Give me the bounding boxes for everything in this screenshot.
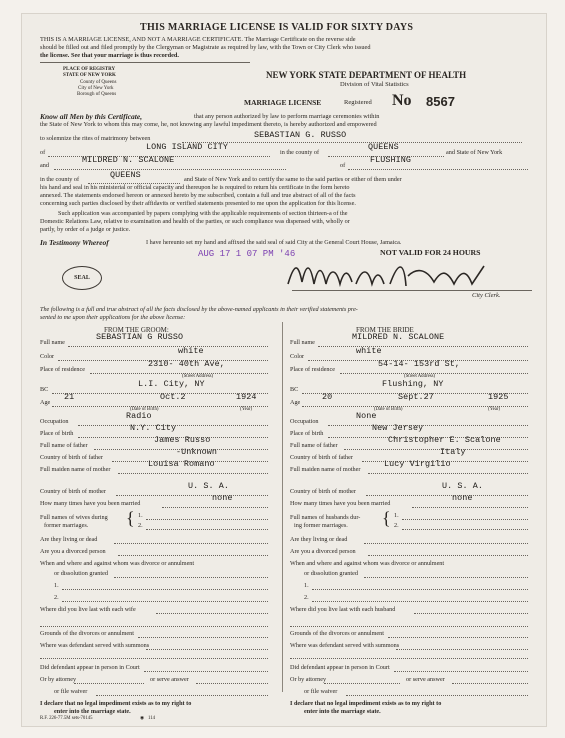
bride-serve-answer-label: or serve answer	[406, 676, 445, 683]
bride-name-intro: MILDRED N. SCALONE	[82, 155, 175, 165]
number-label: No	[392, 92, 412, 109]
state-ny-label: and State of New York	[446, 149, 503, 156]
bride-birth-year: 1925	[488, 392, 509, 402]
groom-year-label: (Year)	[240, 407, 253, 412]
form-code: R.F. 226-77.5M sets-70145	[40, 716, 93, 721]
notice-line-1: THIS IS A MARRIAGE LICENSE, AND NOT A MARRIAGE CERTIFICATE. The Marriage Certificate on the reverse side	[40, 36, 356, 43]
of-label-2: of	[340, 162, 346, 169]
bride-color-label: Color	[290, 353, 305, 360]
groom-father-country: -Unknown	[176, 447, 218, 457]
bride-declare-2: enter into the marriage state.	[304, 708, 381, 715]
department-name: NEW YORK STATE DEPARTMENT OF HEALTH	[266, 70, 467, 80]
body-text-4: concerning such parties disclosed by their affidavits or verified statements presented to me upon the application for this license.	[40, 200, 356, 207]
bride-age: 20	[322, 392, 333, 402]
of-label: of	[40, 149, 46, 156]
and-label: and	[40, 162, 49, 169]
bride-mother-country: U. S. A.	[442, 481, 484, 491]
bride-divorce-1: 1.	[304, 582, 309, 589]
groom-wife-1: 1.	[138, 512, 143, 519]
groom-father-country-label: Country of birth of father	[40, 454, 103, 461]
abstract-line-1: The following is a full and true abstract of all the facts disclosed by the above-named applicants in their verified statements pre-	[40, 306, 358, 313]
registry-county: County of Queens	[80, 80, 117, 85]
bride-occupation-label: Occupation	[290, 418, 319, 425]
bride-attorney-label: Or by attorney	[290, 676, 327, 683]
bride-husband-2: 2.	[394, 522, 399, 529]
groom-attorney-label: Or by attorney	[40, 676, 77, 683]
bride-served-label: Where was defendant served with summons	[290, 642, 400, 649]
groom-birthplace-label: Place of birth	[40, 430, 74, 437]
bride-occupation: None	[356, 411, 377, 421]
intro-text-2: the State of New York to whom this may come, he, not knowing any lawful impediment thereto, is hereby authorized and empowered	[40, 121, 377, 128]
groom-wife-2: 2.	[138, 522, 143, 529]
union-number: 114	[148, 716, 156, 721]
bride-city-intro: FLUSHING	[370, 155, 412, 165]
registered-label: Registered	[344, 99, 372, 106]
groom-birthplace: N.Y. City	[130, 423, 177, 433]
groom-city-intro: LONG ISLAND CITY	[146, 142, 229, 152]
groom-color: white	[178, 346, 204, 356]
bride-last-lived-label: Where did you live last with each husband	[290, 606, 396, 613]
groom-mother-maiden-label: Full maiden name of mother	[40, 466, 111, 473]
groom-declare-2: enter into the marriage state.	[54, 708, 131, 715]
bride-full-name: MILDRED N. SCALONE	[352, 332, 445, 342]
groom-appear-label: Did defendant appear in person in Court	[40, 664, 140, 671]
testimony-text: I have hereunto set my hand and affixed the said seal of said City at the General Court House, Jamaica.	[146, 239, 402, 246]
bride-year-label: (Year)	[488, 407, 501, 412]
bride-age-label: Age	[290, 399, 301, 406]
groom-occupation: Radio	[126, 411, 152, 421]
document-title: THIS MARRIAGE LICENSE IS VALID FOR SIXTY DAYS	[140, 22, 414, 33]
body-text-7: partly, by order of a judge or justice.	[40, 226, 131, 233]
bride-times-married-label: How many times have you been married	[290, 500, 391, 507]
county-label-2: in the county of	[40, 176, 80, 183]
not-valid-notice: NOT VALID FOR 24 HOURS	[380, 248, 481, 257]
bride-residence: 54-14- 153rd St,	[378, 359, 461, 369]
groom-name-intro: SEBASTIAN G. RUSSO	[254, 130, 347, 140]
bride-declare-1: I declare that no legal impediment exists as to my right to	[290, 700, 442, 707]
groom-waiver-label: or file waiver	[54, 688, 88, 695]
bride-residence-label: Place of residence	[290, 366, 336, 373]
bride-mother-maiden-label: Full maiden name of mother	[290, 466, 361, 473]
groom-full-name-label: Full name	[40, 339, 65, 346]
groom-street-address-label: (Street Address)	[182, 374, 214, 379]
groom-living-dead-label: Are they living or dead	[40, 536, 98, 543]
bride-divorce-2: 2.	[304, 594, 309, 601]
groom-mother-country: U. S. A.	[188, 481, 230, 491]
groom-mother-country-label: Country of birth of mother	[40, 488, 106, 495]
bride-dob: Sept.27	[398, 392, 434, 402]
groom-mother-maiden: Louisa Romano	[148, 459, 215, 469]
bride-grounds-label: Grounds of the divorces or annulment	[290, 630, 384, 637]
bride-county-intro: QUEENS	[110, 170, 141, 180]
registry-city: City of New York	[78, 86, 114, 91]
bride-waiver-label: or file waiver	[304, 688, 338, 695]
groom-former-wives-label: Full names of wives during	[40, 514, 108, 521]
city-clerk-label: City Clerk.	[472, 292, 501, 299]
groom-city: L.I. City, NY	[138, 379, 205, 389]
groom-serve-answer-label: or serve answer	[150, 676, 189, 683]
groom-birth-year: 1924	[236, 392, 257, 402]
groom-divorce-1: 1.	[54, 582, 59, 589]
groom-occupation-label: Occupation	[40, 418, 69, 425]
groom-dissolution-label: or dissolution granted	[54, 570, 108, 577]
union-label-icon: ◉	[140, 716, 145, 721]
body-text-6: Domestic Relations Law, relative to examination and health of the parties, or such compliance was dispensed with, wholly or	[40, 218, 350, 225]
bride-father-country-label: Country of birth of father	[290, 454, 353, 461]
abstract-line-2: sented to me upon their applications for the above license:	[40, 314, 186, 321]
groom-age-label: Age	[40, 399, 51, 406]
bride-father-label: Full name of father	[290, 442, 338, 449]
groom-times-married: none	[212, 493, 233, 503]
bride-birthplace: New Jersey	[372, 423, 424, 433]
bride-heading: FROM THE BRIDE	[356, 326, 414, 334]
license-label: MARRIAGE LICENSE	[244, 98, 322, 107]
bride-color: white	[356, 346, 382, 356]
groom-when-where-label: When and where and against whom was divorce or annulment	[40, 560, 195, 567]
bride-living-dead-label: Are they living or dead	[290, 536, 348, 543]
groom-residence: 2310- 40th Ave,	[148, 359, 225, 369]
bride-bc-label: BC	[290, 386, 299, 393]
groom-heading: FROM THE GROOM:	[104, 326, 169, 334]
groom-color-label: Color	[40, 353, 55, 360]
groom-times-married-label: How many times have you been married	[40, 500, 141, 507]
city-clerk-signature	[284, 254, 494, 299]
groom-last-lived-label: Where did you live last with each wife	[40, 606, 136, 613]
bride-husband-1: 1.	[394, 512, 399, 519]
bride-when-where-label: When and where and against whom was divorce or annulment	[290, 560, 445, 567]
bride-birthplace-label: Place of birth	[290, 430, 324, 437]
groom-county-intro: QUEENS	[368, 142, 399, 152]
groom-full-name: SEBASTIAN G RUSSO	[96, 332, 184, 342]
date-stamp: AUG 17 1 07 PM '46	[198, 249, 296, 259]
testimony-heading: In Testimony Whereof	[40, 238, 109, 247]
bride-mother-country-label: Country of birth of mother	[290, 488, 356, 495]
know-all-heading: Know all Men by this Certificate,	[40, 112, 143, 121]
state-label: STATE OF NEW YORK	[63, 73, 116, 78]
groom-age: 21	[64, 392, 75, 402]
in-county-label: in the county of	[280, 149, 320, 156]
place-of-registry-label: PLACE OF REGISTRY	[63, 67, 116, 72]
bride-father-country: Italy	[440, 447, 466, 457]
division-name: Division of Vital Statistics	[340, 81, 409, 88]
bride-dob-label: (Date of Birth)	[374, 407, 403, 412]
groom-former-wives-label-2: former marriages.	[44, 522, 89, 529]
groom-served-label: Where was defendant served with summons	[40, 642, 150, 649]
groom-declare-1: I declare that no legal impediment exists as to my right to	[40, 700, 192, 707]
bride-father: Christopher E. Scalone	[388, 435, 501, 445]
seal-emblem: SEAL	[62, 266, 102, 290]
groom-dob-label: (Date of Birth)	[130, 407, 159, 412]
marriage-license-document: THIS MARRIAGE LICENSE IS VALID FOR SIXTY DAYS THIS IS A MARRIAGE LICENSE, AND NOT A MARRIAGE CERTIFICATE. The Marriage Certificate on the reverse side should be filled out and filed promptly by the Clergyman or Magistrate as required by law, with the Town or City Clerk who issued the license. See that your marriage is thus recorded. PLACE OF REGISTRY STATE OF NEW YORK County of Queens City of New York Borough of Queens NEW YORK STATE DEPARTMENT OF HEALTH Division of Vital Statistics MARRIAGE LICENSE Registered No 8567 Know all Men by this Certificate, that any person authorized by law to perform marriage ceremonies within the State of New York to whom this may come, he, not knowing any lawful impediment thereto, is hereby authorized and empowered to solemnize the rites of matrimony between SEBASTIAN G. RUSSO of LONG ISLAND CITY in the county of QUEENS and State of New York and MILDRED N. SCALONE of FLUSHING in the county of QUEENS and State of New York and to certify the same to the said parties or either of them under his hand and seal in his ministerial or official capacity and thereupon he is required to return his certificate in the form hereto annexed. The statements endorsed hereon or annexed hereto by me subscribed, contain a full and true abstract of all of the facts concerning such parties disclosed by their affidavits or verified statements presented to me upon the application for this license. Such application was accompanied by papers complying with the applicable requirements of section thirteen-a of the Domestic Relations Law, relative to examination and health of the parties, or such compliance was dispensed with, wholly or partly, by order of a judge or justice. In Testimony Whereof I have hereunto set my hand and affixed the said seal of said City at the General Court House, Jamaica. NOT VALID FOR 24 HOURS AUG 17 1 07 PM '46 SEAL City Clerk. The following is a full and true abstract of all the facts disclosed by the above-named applicants in their verified statements pre- sented to me upon their applications for the above license: FROM THE GROOM: Full name SEBASTIAN G RUSSO Color white Place of residence 2310- 40th Ave, (Street Address) BC L.I. City, NY Age 21 Oct.2 1924 (Date of Birth) (Year) Occupation Radio Place of birth N.Y. City Full name of father James Russo Country of birth of father -Unknown Full maiden name of mother Louisa Romano Country of birth of mother U. S. A. How many times have you been married none Full names of wives during former marriages. { 1. 2. Are they living or dead Are you a divorced person When and where and against whom was divorce or annulment or dissolution granted 1. 2. Where did you live last with each wife Grounds of the divorces or annulment Where was defendant served with summons Did defendant appear in person in Court Or by attorney or serve answer or file waiver I declare that no legal impediment exists as to my right to enter into the marriage state. FROM THE BRIDE Full name MILDRED N. SCALONE Color white Place of residence 54-14- 153rd St, (Street Address) BC Flushing, NY Age 20 Sept.27 1925 (Date of Birth) (Year) Occupation None Place of birth New Jersey Full name of father Christopher E. Scalone Country of birth of father Italy Full maiden name of mother Lucy Virgilio Country of birth of mother U. S. A. How many times have you been married none Full names of husbands dur- ing former marriages. { 1. 2. Are they living or dead Are you a divorced person When and where and against whom was divorce or annulment or dissolution granted 1. 2. Where did you live last with each husband Grounds of the divorces or annulment Where was defendant served with summons Did defendant appear in person in Court Or by attorney or serve answer or file waiver I declare that no legal impediment exists as to my right to enter into the marriage state. R.F. 226-77.5M sets-70145 ◉ 114	[22, 14, 546, 726]
groom-divorced-label: Are you a divorced person	[40, 548, 106, 555]
bride-city: Flushing, NY	[382, 379, 444, 389]
notice-line-3: the license. See that your marriage is thus recorded.	[40, 52, 179, 59]
bride-divorced-label: Are you a divorced person	[290, 548, 356, 555]
bride-street-address-label: (Street Address)	[404, 374, 436, 379]
bride-full-name-label: Full name	[290, 339, 315, 346]
groom-dob: Oct.2	[160, 392, 186, 402]
groom-divorce-2: 2.	[54, 594, 59, 601]
notice-line-2: should be filled out and filed promptly by the Clergyman or Magistrate as required by law, with the Town or City Clerk who issued	[40, 44, 371, 51]
bride-former-husbands-label-2: ing former marriages.	[294, 522, 348, 529]
body-text-2: his hand and seal in his ministerial or official capacity and thereupon he is required to return his certificate in the form hereto	[40, 184, 350, 191]
bride-times-married: none	[452, 493, 473, 503]
registry-borough: Borough of Queens	[77, 92, 117, 97]
groom-residence-label: Place of residence	[40, 366, 86, 373]
body-text-3: annexed. The statements endorsed hereon or annexed hereto by me subscribed, contain a full and true abstract of all of the facts	[40, 192, 356, 199]
bride-dissolution-label: or dissolution granted	[304, 570, 358, 577]
body-text-5: Such application was accompanied by papers complying with the applicable requirements of section thirteen-a of the	[58, 210, 348, 217]
solemnize-label: to solemnize the rites of matrimony between	[40, 135, 151, 142]
groom-grounds-label: Grounds of the divorces or annulment	[40, 630, 134, 637]
groom-father-label: Full name of father	[40, 442, 88, 449]
groom-father: James Russo	[154, 435, 211, 445]
bride-appear-label: Did defendant appear in person in Court	[290, 664, 390, 671]
license-number: 8567	[426, 94, 455, 109]
intro-text-1: that any person authorized by law to perform marriage ceremonies within	[194, 113, 380, 120]
body-text-1: and State of New York and to certify the same to the said parties or either of them under	[184, 176, 402, 183]
groom-bc-label: BC	[40, 386, 49, 393]
bride-mother-maiden: Lucy Virgilio	[384, 459, 451, 469]
bride-former-husbands-label: Full names of husbands dur-	[290, 514, 361, 521]
